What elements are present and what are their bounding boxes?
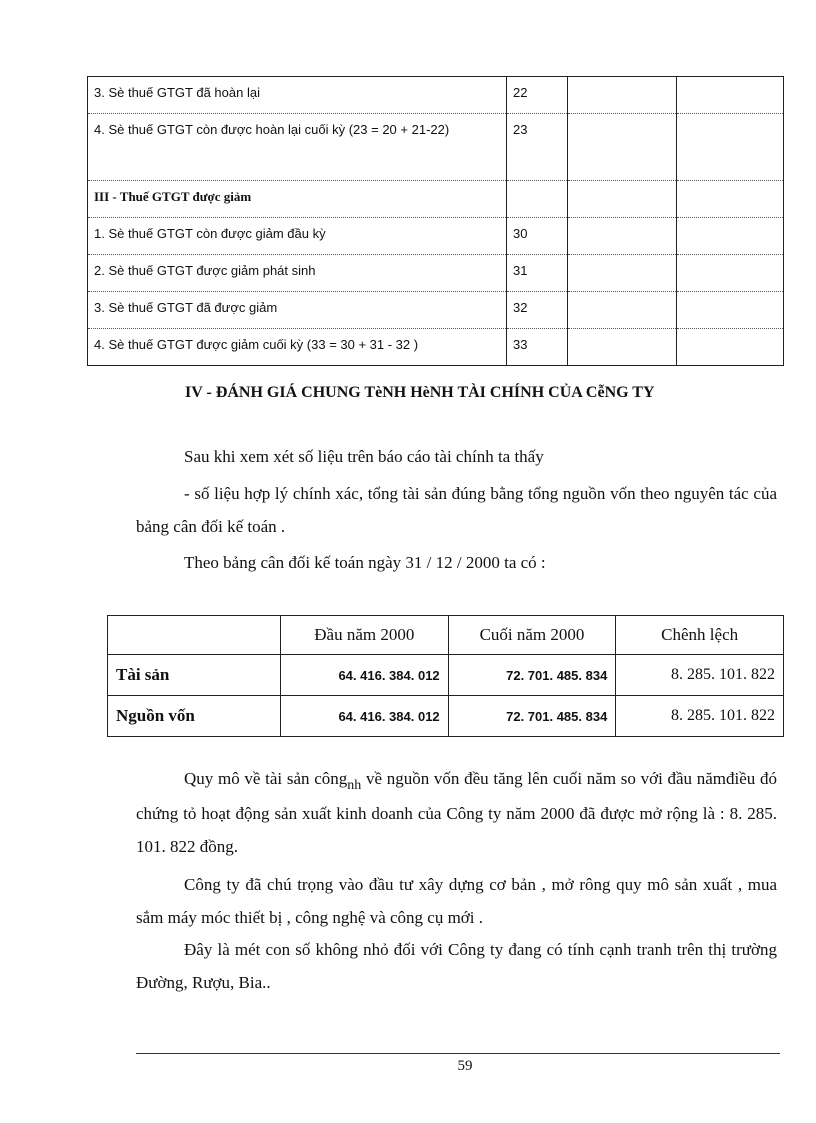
row-code: 32 [507, 292, 568, 329]
row-label: Nguồn vốn [108, 696, 281, 737]
value-diff: 8. 285. 101. 822 [616, 655, 784, 696]
empty-cell [677, 255, 784, 292]
row-description: 4. Sè thuế GTGT được giảm cuối kỳ (33 = 30 + 31 - 32 ) [88, 329, 507, 366]
empty-cell [568, 218, 677, 255]
empty-cell [568, 329, 677, 366]
paragraph-competition: Đây là mét con số không nhỏ đối với Công ty đang có tính cạnh tranh trên thị trường Đường, Rượu, Bia.. [136, 940, 777, 992]
table-row [108, 696, 784, 737]
empty-cell [568, 292, 677, 329]
paragraph-balance-check: - số liệu hợp lý chính xác, tổng tài sản đúng bằng tổng nguồn vốn theo nguyên tác của bảng cân đối kế toán . [136, 484, 777, 536]
table-row [88, 292, 784, 329]
row-code: 30 [507, 218, 568, 255]
table-row [108, 655, 784, 696]
row-code: 33 [507, 329, 568, 366]
table-row [88, 181, 784, 218]
header-start-of-year: Đầu năm 2000 [281, 616, 449, 655]
empty-cell [677, 329, 784, 366]
row-description: 3. Sè thuế GTGT đã hoàn lại [88, 77, 507, 114]
row-code: 23 [507, 114, 568, 181]
value-start: 64. 416. 384. 012 [281, 655, 449, 696]
comparison-table [107, 615, 784, 737]
table-row [88, 77, 784, 114]
empty-cell [568, 255, 677, 292]
empty-cell [568, 181, 677, 218]
empty-cell [677, 114, 784, 181]
table-row [88, 329, 784, 366]
table-row [88, 114, 784, 181]
row-code: 22 [507, 77, 568, 114]
paragraph-investment: Công ty đã chú trọng vào đầu tư xây dựng cơ bản , mở rông quy mô sản xuất , mua sắm máy móc thiết bị , công nghệ và công cụ mới . [136, 875, 777, 927]
vat-table [87, 76, 784, 366]
value-end: 72. 701. 485. 834 [448, 655, 616, 696]
row-label: Tài sản [108, 655, 281, 696]
table-row [88, 218, 784, 255]
value-end: 72. 701. 485. 834 [448, 696, 616, 737]
growth-text-sub: nh [347, 778, 362, 793]
empty-cell [677, 218, 784, 255]
empty-cell [568, 114, 677, 181]
row-description: 2. Sè thuế GTGT được giảm phát sinh [88, 255, 507, 292]
row-code [507, 181, 568, 218]
empty-cell [677, 77, 784, 114]
paragraph-balance-date: Theo bảng cân đối kế toán ngày 31 / 12 / 2000 ta có : [184, 553, 546, 572]
value-diff: 8. 285. 101. 822 [616, 696, 784, 737]
value-start: 64. 416. 384. 012 [281, 696, 449, 737]
row-description: 4. Sè thuế GTGT còn được hoàn lại cuối kỳ (23 = 20 + 21-22) [88, 114, 507, 181]
table-row [88, 255, 784, 292]
empty-cell [677, 292, 784, 329]
row-description: 1. Sè thuế GTGT còn được giảm đầu kỳ [88, 218, 507, 255]
header-end-of-year: Cuối năm 2000 [448, 616, 616, 655]
section-title: IV - ĐÁNH GIÁ CHUNG TèNH HèNH TÀI CHÍNH CỦA CễNG TY [185, 384, 655, 401]
footer-divider [136, 1053, 780, 1054]
empty-cell [677, 181, 784, 218]
row-description: 3. Sè thuế GTGT đã được giảm [88, 292, 507, 329]
paragraph-intro: Sau khi xem xét số liệu trên báo cáo tài chính ta thấy [184, 447, 544, 466]
header-empty [108, 616, 281, 655]
growth-text-b: về nguồn vốn đều tăng lên cuối năm so với đầu nămđiều đó chứng tỏ hoạt động sản xuất kinh doanh của Công ty năm 2000 đã được mở rộng là : 8. 285. 101. 822 đồng. [136, 769, 777, 856]
page-number: 59 [457, 1058, 473, 1074]
growth-text-a: Quy mô về tài sản công [184, 769, 348, 788]
header-difference: Chênh lệch [616, 616, 784, 655]
row-code: 31 [507, 255, 568, 292]
row-description: III - Thuế GTGT được giảm [88, 181, 507, 218]
paragraph-growth [136, 762, 777, 863]
empty-cell [568, 77, 677, 114]
